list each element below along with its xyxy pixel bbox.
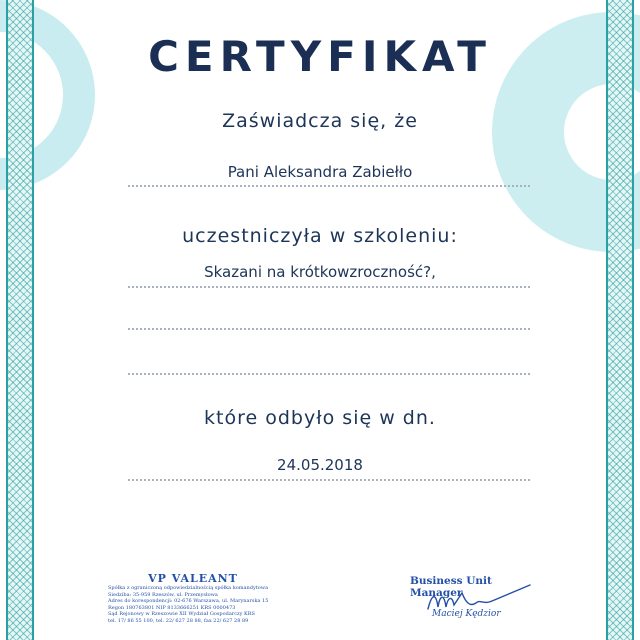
stamp-line: Siedziba: 35-959 Rzeszów, ul. Przemysłowa — [108, 591, 218, 598]
intro-text: Zaświadcza się, że — [222, 110, 418, 132]
training-dotted-line-2 — [128, 328, 530, 330]
company-stamp — [108, 572, 278, 624]
date-label: które odbyło się w dn. — [204, 407, 436, 429]
training-name: Skazani na krótkowzroczność?, — [204, 263, 436, 281]
signature-name: Maciej Kędzior — [432, 609, 501, 619]
participation-label: uczestniczyła w szkoleniu: — [182, 225, 458, 247]
stamp-line: tel. 17/ 86 55 100, tel. 22/ 627 28 88, fax 22/ 627 28 89 — [108, 617, 249, 624]
training-date: 24.05.2018 — [277, 456, 363, 474]
certificate-title: CERTYFIKAT — [148, 32, 492, 81]
signature-block — [410, 575, 540, 619]
training-dotted-line-1 — [128, 286, 530, 288]
recipient-dotted-line — [128, 185, 530, 187]
recipient-name: Pani Aleksandra Zabiełło — [227, 163, 413, 181]
training-dotted-line-3 — [128, 373, 530, 375]
stamp-line: Spółka z ograniczoną odpowiedzialnością spółka komandytowa — [108, 585, 269, 591]
date-dotted-line — [128, 479, 530, 481]
stamp-line: Sąd Rejonowy w Rzeszowie XII Wydział Gospodarczy KRS — [108, 611, 255, 617]
signature-role: Business Unit Manager — [410, 575, 492, 599]
stamp-line: Regon 180763801 NIP 8133666251 KRS 0000473 — [108, 604, 236, 611]
stamp-line: Adres do korespondencji: 02-676 Warszawa, ul. Marynarska 15 — [108, 598, 269, 604]
stamp-company-name: VP VALEANT — [148, 572, 238, 585]
